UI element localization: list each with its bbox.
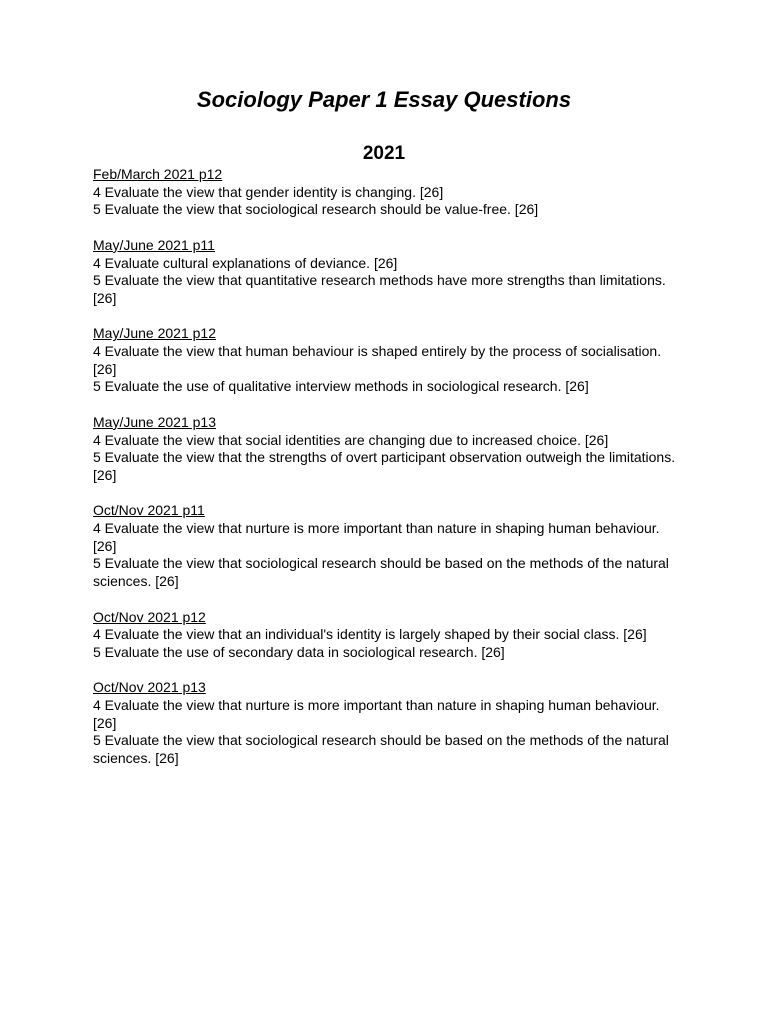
question-item: 5 Evaluate the view that the strengths of overt participant observation outweigh the limitations. [26] xyxy=(93,449,676,483)
question-item: 5 Evaluate the use of secondary data in sociological research. [26] xyxy=(93,643,505,660)
question-item: 5 Evaluate the view that sociological research should be value-free. [26] xyxy=(93,201,539,218)
question-item: 4 Evaluate the view that nurture is more important than nature in shaping human behaviour. [26] xyxy=(93,697,660,731)
question-item: 5 Evaluate the view that quantitative research methods have more strengths than limitations. [26] xyxy=(93,272,666,306)
section-heading: May/June 2021 p13 xyxy=(93,413,216,430)
question-item: 4 Evaluate the view that human behaviour is shaped entirely by the process of socialisation. [26] xyxy=(93,343,662,377)
question-item: 5 Evaluate the view that sociological research should be based on the methods of the natural sciences. [26] xyxy=(93,732,669,767)
question-item: 4 Evaluate cultural explanations of deviance. [26] xyxy=(93,254,398,271)
question-item: 4 Evaluate the view that social identities are changing due to increased choice. [26] xyxy=(93,431,609,448)
exam-section xyxy=(93,679,683,768)
section-heading: Oct/Nov 2021 p11 xyxy=(93,502,205,519)
exam-section xyxy=(93,414,683,485)
question-item: 5 Evaluate the use of qualitative interview methods in sociological research. [26] xyxy=(93,378,589,395)
question-item: 5 Evaluate the view that sociological research should be based on the methods of the natural sciences. [26] xyxy=(93,555,669,590)
exam-section xyxy=(93,237,683,308)
section-heading: May/June 2021 p12 xyxy=(93,325,216,342)
section-heading: Oct/Nov 2021 p12 xyxy=(93,608,206,625)
question-item: 4 Evaluate the view that gender identity is changing. [26] xyxy=(93,183,444,200)
year-heading: 2021 xyxy=(362,143,406,164)
document-title: Sociology Paper 1 Essay Questions xyxy=(196,87,572,112)
question-item: 4 Evaluate the view that nurture is more important than nature in shaping human behaviour. [26] xyxy=(93,520,660,554)
exam-section xyxy=(93,166,683,219)
question-sections xyxy=(93,166,683,786)
exam-section xyxy=(93,609,683,662)
section-heading: Feb/March 2021 p12 xyxy=(93,166,223,182)
section-heading: Oct/Nov 2021 p13 xyxy=(93,679,206,696)
section-heading: May/June 2021 p11 xyxy=(93,236,215,253)
exam-section xyxy=(93,502,683,591)
question-item: 4 Evaluate the view that an individual's identity is largely shaped by their social class. [26] xyxy=(93,626,647,643)
exam-section xyxy=(93,325,683,396)
